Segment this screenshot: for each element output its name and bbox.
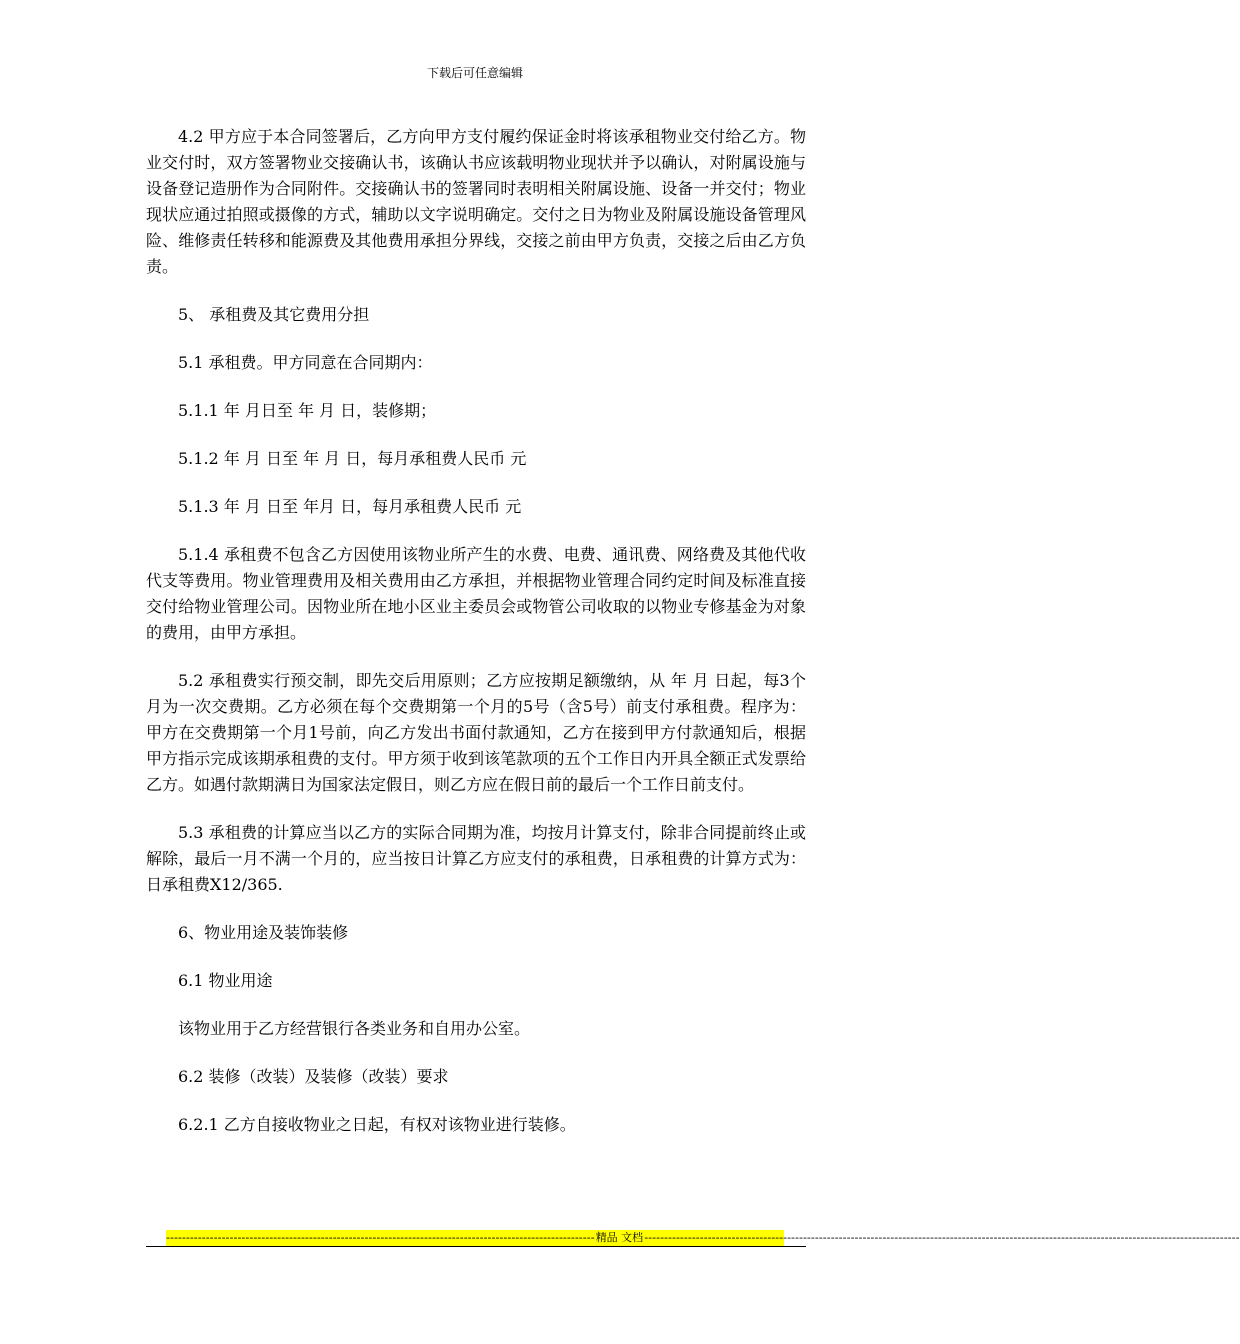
document-body	[146, 124, 806, 1160]
paragraph-6-2-1: 6.2.1 乙方自接收物业之日起，有权对该物业进行装修。	[178, 1115, 576, 1134]
paragraph-5-1: 5.1 承租费。甲方同意在合同期内：	[178, 353, 433, 372]
footer-rule	[146, 1246, 806, 1247]
paragraph-4-2: 4.2 甲方应于本合同签署后，乙方向甲方支付履约保证金时将该承租物业交付给乙方。物业交付时，双方签署物业交接确认书，该确认书应该载明物业现状并予以确认，对附属设施与设备登记造册作为合同附件。交接确认书的签署同时表明相关附属设施、设备一并交付；物业现状应通过拍照或摄像的方式，辅助以文字说明确定。交付之日为物业及附属设施设备管理风险、维修责任转移和能源费及其他费用承担分界线，交接之前由甲方负责，交接之后由乙方负责。	[146, 127, 806, 276]
paragraph-6-2: 6.2 装修（改装）及装修（改装）要求	[178, 1067, 449, 1086]
footer-label: 精品 文档	[595, 1231, 644, 1244]
paragraph-5-3: 5.3 承租费的计算应当以乙方的实际合同期为准，均按月计算支付，除非合同提前终止或解除，最后一月不满一个月的，应当按日计算乙方应支付的承租费，日承租费的计算方式为：日承租费X12/365.	[146, 823, 806, 894]
paragraph-5-1-1: 5.1.1 年 月日至 年 月 日，装修期；	[178, 401, 437, 420]
section-heading-5: 5、 承租费及其它费用分担	[178, 305, 370, 324]
page-header-note: 下载后可任意编辑	[426, 66, 523, 80]
paragraph-5-1-2: 5.1.2 年 月 日至 年 月 日，每月承租费人民币 元	[178, 449, 527, 468]
paragraph-5-1-3: 5.1.3 年 月 日至 年月 日，每月承租费人民币 元	[178, 497, 522, 516]
paragraph-6-1-body: 该物业用于乙方经营银行各类业务和自用办公室。	[178, 1019, 531, 1038]
footer-highlight-band	[166, 1230, 1240, 1246]
paragraph-5-2: 5.2 承租费实行预交制，即先交后用原则；乙方应按期足额缴纳，从 年 月 日起，每3个月为一次交费期。乙方必须在每个交费期第一个月的5号（含5号）前支付承租费。程序为：甲方在交费期第一个月1号前，向乙方发出书面付款通知，乙方在接到甲方付款通知后，根据甲方指示完成该期承租费的支付。甲方须于收到该笔款项的五个工作日内开具全额正式发票给乙方。如遇付款期满日为国家法定假日，则乙方应在假日前的最后一个工作日前支付。	[146, 671, 806, 794]
section-heading-6: 6、物业用途及装饰装修	[178, 923, 349, 942]
paragraph-6-1: 6.1 物业用途	[178, 971, 273, 990]
footer-dashes-left: ------------------------------------------------------------------------------------------------------------	[166, 1231, 595, 1244]
footer-dashes-right: ------------------------------------------------------------------------------------------------------------------------------------------------------	[644, 1231, 1240, 1244]
paragraph-5-1-4: 5.1.4 承租费不包含乙方因使用该物业所产生的水费、电费、通讯费、网络费及其他代收代支等费用。物业管理费用及相关费用由乙方承担，并根据物业管理合同约定时间及标准直接交付给物业管理公司。因物业所在地小区业主委员会或物管公司收取的以物业专修基金为对象的费用，由甲方承担。	[146, 545, 806, 642]
